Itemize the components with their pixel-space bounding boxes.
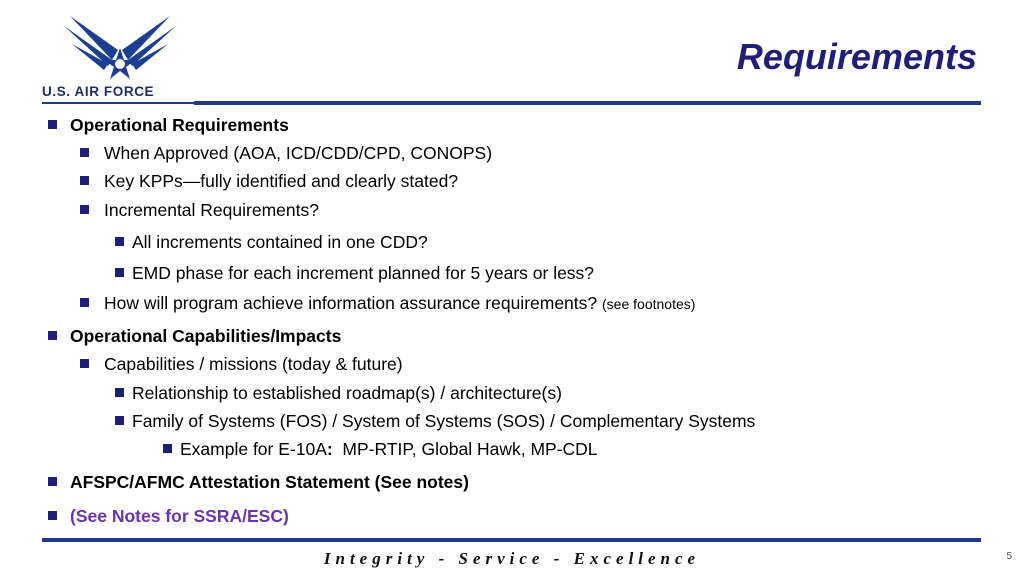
list-item — [132, 263, 594, 283]
list-item — [132, 383, 562, 403]
list-item-label: AFSPC/AFMC Attestation Statement (See notes) — [70, 472, 469, 492]
list-item-label: Incremental Requirements? — [104, 200, 319, 220]
list-item — [104, 200, 319, 220]
page-title: Requirements — [736, 36, 977, 77]
list-item — [104, 293, 695, 314]
divider — [194, 101, 981, 105]
bullet-icon — [48, 331, 57, 340]
list-item-label: Key KPPs—fully identified and clearly stated? — [104, 171, 459, 191]
list-item-label: How will program achieve information assurance requirements? — [104, 293, 598, 313]
list-item-label: Operational Requirements — [70, 115, 289, 135]
list-item-label: Example for E-10A — [180, 439, 327, 459]
bullet-icon — [115, 237, 124, 246]
bullet-icon — [48, 511, 57, 520]
bullet-icon — [48, 120, 57, 129]
list-item-detail: MP-RTIP, Global Hawk, MP-CDL — [332, 439, 598, 459]
bullet-icon — [115, 388, 124, 397]
bullet-icon — [115, 268, 124, 277]
list-item-colon: : — [326, 439, 333, 459]
bullet-icon — [80, 359, 89, 368]
list-item-label: Capabilities / missions (today & future) — [104, 354, 403, 374]
list-item — [180, 439, 598, 459]
bullet-icon — [163, 444, 172, 453]
list-item — [104, 143, 492, 163]
bullet-icon — [80, 205, 89, 214]
divider — [42, 102, 194, 104]
bullet-icon — [48, 477, 57, 486]
bullet-icon — [115, 416, 124, 425]
list-item-label: Operational Capabilities/Impacts — [70, 326, 342, 346]
footer-motto: Integrity - Service - Excellence — [323, 549, 701, 568]
divider — [42, 538, 981, 542]
bullet-icon — [80, 148, 89, 157]
page-number: 5 — [1006, 551, 1012, 562]
list-item — [104, 354, 403, 374]
logo-wordmark: U.S. AIR FORCE — [42, 84, 155, 99]
list-item — [70, 506, 289, 526]
list-item — [132, 411, 755, 431]
list-item — [70, 326, 341, 346]
list-item — [132, 232, 428, 252]
list-item-label: Relationship to established roadmap(s) / architecture(s) — [132, 383, 562, 403]
list-item — [70, 472, 469, 492]
list-item-label: All increments contained in one CDD? — [132, 232, 428, 252]
bullet-icon — [80, 176, 89, 185]
list-item — [70, 115, 289, 135]
list-item-label: When Approved (AOA, ICD/CDD/CPD, CONOPS) — [104, 143, 493, 163]
list-item-label: Family of Systems (FOS) / System of Systems (SOS) / Complementary Systems — [132, 411, 756, 431]
bullet-icon — [80, 298, 89, 307]
list-item — [104, 171, 458, 191]
list-item-label: (See Notes for SSRA/ESC) — [70, 506, 289, 526]
footnote-reference: (see footnotes) — [602, 296, 696, 312]
list-item-label: EMD phase for each increment planned for 5 years or less? — [132, 263, 595, 283]
